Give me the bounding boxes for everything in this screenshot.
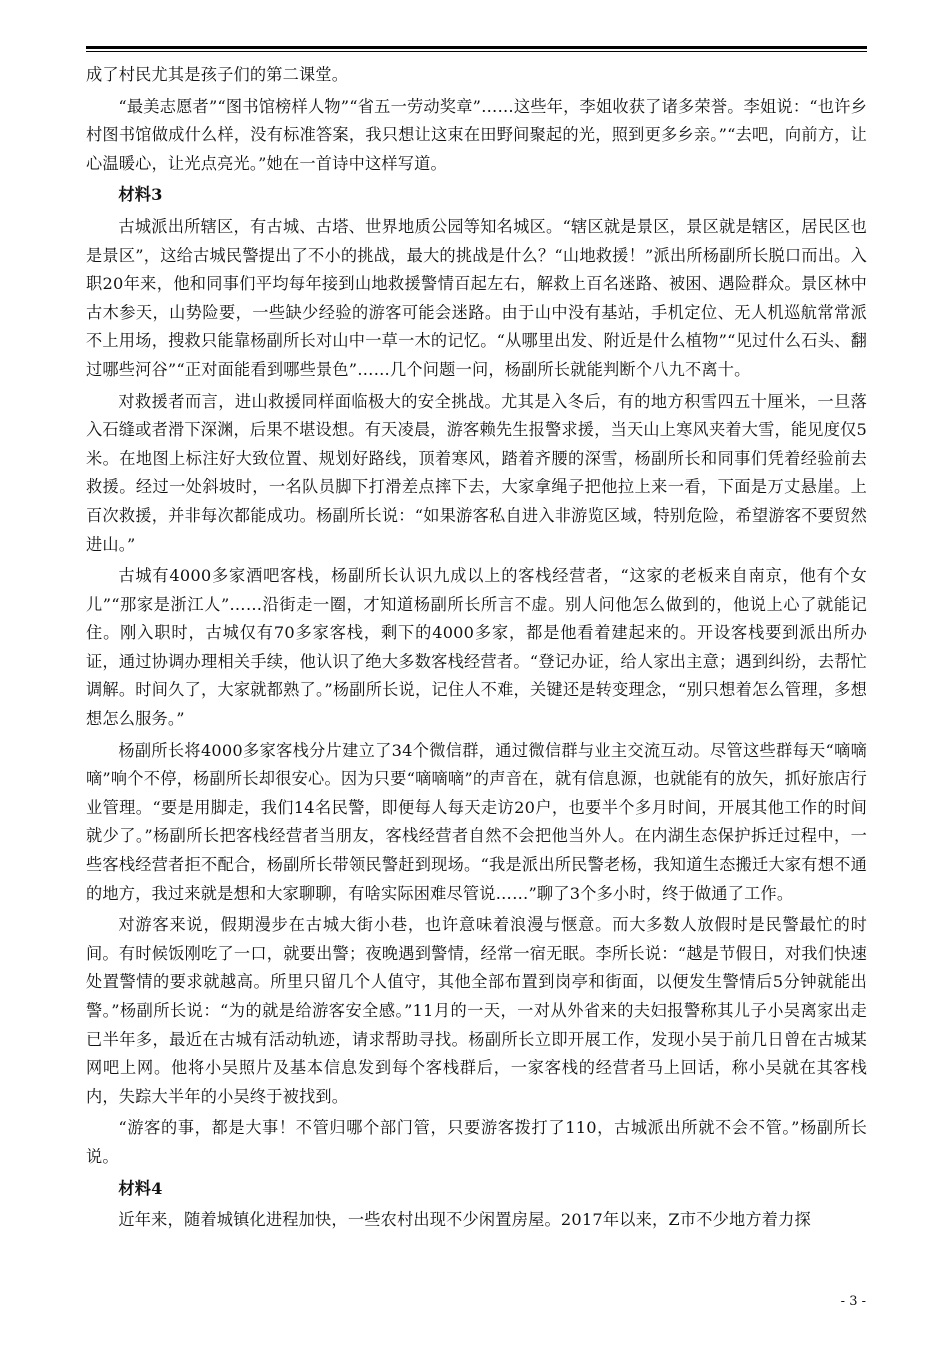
paragraph-mountain-rescue: 古城派出所辖区，有古城、古塔、世界地质公园等知名城区。“辖区就是景区，景区就是辖区，居民区也是景区”，这给古城民警提出了不小的挑战，最大的挑战是什么？“山地救援！”派出所杨副所长脱口而出。入职20年来，他和同事们平均每年接到山地救援警情百起左右，解救上百名迷路、被困、遇险群众。景区林中古木参天，山势险要，一些缺少经验的游客可能会迷路。由于山中没有基站，手机定位、无人机巡航常常派不上用场，搜救只能靠杨副所长对山中一草一木的记忆。“从哪里出发、附近是什么植物”“见过什么石头、翻过哪些河谷”“正对面能看到哪些景色”……几个问题一问，杨副所长就能判断个八九不离十。 — [86, 216, 867, 379]
header-rule-thin — [86, 51, 867, 52]
paragraph-holiday-duty: 对游客来说，假期漫步在古城大街小巷，也许意味着浪漫与惬意。而大多数人放假时是民警最忙的时间。有时候饭刚吃了一口，就要出警；夜晚遇到警情，经常一宿无眠。李所长说：“越是节假日，对我们快速处置警情的要求就越高。所里只留几个人值守，其他全部布置到岗亭和街面，以便发生警情后5分钟就能出警。”杨副所长说：“为的就是给游客安全感。”11月的一天，一对从外省来的夫妇报警称其儿子小吴离家出走已半年多，最近在古城有活动轨迹，请求帮助寻找。杨副所长立即开展工作，发现小吴于前几日曾在古城某网吧上网。他将小吴照片及基本信息发到每个客栈群后，一家客栈的经营者马上回话，称小吴就在其客栈内，失踪大半年的小吴终于被找到。 — [86, 915, 867, 1106]
paragraph-wechat-groups: 杨副所长将4000多家客栈分片建立了34个微信群，通过微信群与业主交流互动。尽管这些群每天“嘀嘀嘀”响个不停，杨副所长却很安心。因为只要“嘀嘀嘀”的声音在，就有信息源，也就能有的放矢，抓好旅店行业管理。“要是用脚走，我们14名民警，即便每人每天走访20户，也要半个多月时间，开展其他工作的时间就少了。”杨副所长把客栈经营者当朋友，客栈经营者自然不会把他当外人。在内湖生态保护拆迁过程中，一些客栈经营者拒不配合，杨副所长带领民警赶到现场。“我是派出所民警老杨，我知道生态搬迁大家有想不通的地方，我过来就是想和大家聊聊，有啥实际困难尽管说……”聊了3个多小时，终于做通了工作。 — [86, 740, 867, 903]
section-heading-material-3: 材料3 — [118, 185, 163, 205]
paragraph-material-4-start: 近年来，随着城镇化进程加快，一些农村出现不少闲置房屋。2017年以来，Z市不少地方着力探 — [118, 1210, 811, 1230]
paragraph-quote: “游客的事，都是大事！不管归哪个部门管，只要游客拨打了110，古城派出所就不会不管。”杨副所长说。 — [86, 1118, 867, 1166]
paragraph-rescue-danger: 对救援者而言，进山救援同样面临极大的安全挑战。尤其是入冬后，有的地方积雪四五十厘米，一旦落入石缝或者滑下深渊，后果不堪设想。有天凌晨，游客赖先生报警求援，当天山上寒风夹着大雪，能见度仅5米。在地图上标注好大致位置、规划好路线，顶着寒风，踏着齐腰的深雪，杨副所长和同事们凭着经验前去救援。经过一处斜坡时，一名队员脚下打滑差点摔下去，大家拿绳子把他拉上来一看，下面是万丈悬崖。上百次救援，并非每次都能成功。杨副所长说：“如果游客私自进入非游览区域，特别危险，希望游客不要贸然进山。” — [86, 391, 867, 554]
header-rule-thick — [86, 46, 867, 49]
section-heading-material-4: 材料4 — [118, 1178, 163, 1198]
paragraph-inns: 古城有4000多家酒吧客栈，杨副所长认识九成以上的客栈经营者，“这家的老板来自南京，他有个女儿”“那家是浙江人”……沿街走一圈，才知道杨副所长所言不虚。别人问他怎么做到的，他说上心了就能记住。刚入职时，古城仅有70多家客栈，剩下的4000多家，都是他看着建起来的。开设客栈要到派出所办证，通过协调办理相关手续，他认识了绝大多数客栈经营者。“登记办证，给人家出主意；遇到纠纷，去帮忙调解。时间久了，大家就都熟了。”杨副所长说，记住人不难，关键还是转变理念，“别只想着怎么管理，多想想怎么服务。” — [86, 566, 867, 729]
paragraph-continuation: 成了村民尤其是孩子们的第二课堂。 — [86, 65, 349, 84]
body-text — [86, 61, 867, 1238]
paragraph-honors: “最美志愿者”“图书馆榜样人物”“省五一劳动奖章”……这些年，李姐收获了诸多荣誉。李姐说：“也许乡村图书馆做成什么样，没有标准答案，我只想让这束在田野间聚起的光，照到更多乡亲。”“去吧，向前方，让心温暖心，让光点亮光。”她在一首诗中这样写道。 — [86, 96, 867, 173]
page-number: - 3 - — [840, 1294, 866, 1309]
